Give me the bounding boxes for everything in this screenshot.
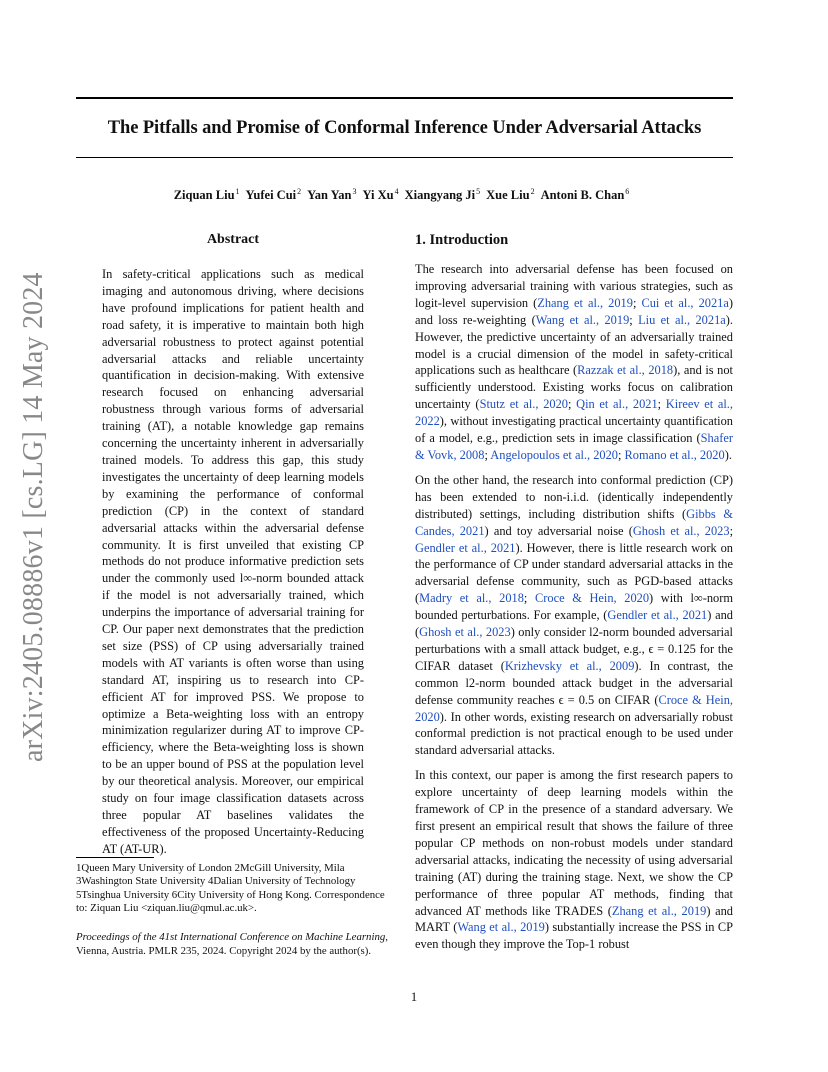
citation-link[interactable]: Ghosh et al., 2023 — [419, 625, 511, 640]
citation-link[interactable]: Gibbs & Candes, 2021 — [415, 506, 733, 538]
author-affiliation-marker: 2 — [297, 187, 302, 196]
text-segment: In this context, our paper is among the first research papers to explore uncertainty of deep learning models within the framework of CP in the presence of a standard adversary. We first present an empirical result that shows the failure of three popular CP methods on non-robust models under standard adversarial attacks, indicating the necessity of using adversarial training (AT) during the training stage. Next, we show the CP performance of three popular AT methods, finding that advanced AT methods like TRADES ( — [415, 768, 733, 918]
affiliations-footnote: 1Queen Mary University of London 2McGill University, Mila 3Washington State University 4Dalian University of Technology 5Tsinghua University 6City University of Hong Kong. Correspondence to: Ziquan Liu <ziquan.liu@qmul.ac.uk>. — [76, 862, 385, 914]
citation-link[interactable]: Croce & Hein, 2020 — [415, 692, 733, 724]
text-segment: ). — [724, 447, 732, 462]
citation-link[interactable]: Liu et al., 2021a — [638, 312, 726, 327]
citation-link[interactable]: Gendler et al., 2021 — [415, 540, 516, 555]
citation-link[interactable]: Stutz et al., 2020 — [479, 397, 568, 412]
text-segment: ) with l∞-norm bounded perturbations. For example, ( — [415, 591, 734, 623]
text-segment: ; — [484, 447, 491, 462]
abstract-text: In safety-critical applications such as medical imaging and autonomous driving, where decisions have profound implications for patient health and road safety, it is imperative to maintain both high adversarial robustness to protect against potential adversarial attacks and reliable uncertainty quantification in decision-making. With extensive research focused on enhancing adversarial robustness through various forms of adversarial training (AT), a notable knowledge gap remains concerning the uncertainty inherent in adversarially trained models. To address this gap, this study investigates the uncertainty of deep learning models by examining the performance of conformal prediction (CP) in the context of standard adversarial attacks within the adversarial defense community. It is first unveiled that existing CP methods do not produce informative prediction sets under the commonly used l∞-norm bounded attack if the model is not adversarially trained, which underpins the importance of adversarial training for CP. Our paper next demonstrates that the prediction set size (PSS) of CP using adversarially trained models with AT variants is often worse than using standard AT, inspiring us to research into CP-efficient AT for improved PSS. We propose to optimize a Beta-weighting loss with an entropy minimization regularizer during AT to improve CP-efficiency, where the Beta-weighting loss is shown to be an upper bound of PSS at the population level by our theoretical analysis. Moreover, our empirical study on four image classification datasets across three popular AT baselines validates the effectiveness of the proposed Uncertainty-Reducing AT (AT-UR). — [102, 267, 364, 856]
citation-link[interactable]: Madry et al., 2018 — [419, 591, 524, 606]
citation-link[interactable]: Wang et al., 2019 — [535, 312, 630, 327]
text-segment: ). However, the predictive uncertainty of an adversarially trained model is a crucial dimension of the model in safety-critical applications such as healthcare ( — [415, 312, 733, 378]
author-name: Yufei Cui — [245, 188, 297, 203]
citation-link[interactable]: Zhang et al., 2019 — [537, 295, 633, 310]
author-affiliation-marker: 4 — [394, 187, 399, 196]
citation-link[interactable]: Cui et al., 2021a — [641, 295, 729, 310]
text-segment: On the other hand, the research into conformal prediction (CP) has been extended to non-i.i.d. (identically independently distributed) settings, including distribution shifts ( — [415, 472, 733, 521]
text-segment: ), without investigating practical uncertainty quantification of a model, e.g., prediction sets in image classification ( — [415, 414, 733, 446]
author-list — [76, 187, 733, 203]
text-segment: ) and loss re-weighting ( — [415, 295, 733, 327]
author-name: Yan Yan — [307, 188, 352, 203]
paper-title: The Pitfalls and Promise of Conformal Inference Under Adversarial Attacks — [107, 118, 702, 138]
citation-link[interactable]: Razzak et al., 2018 — [577, 363, 674, 378]
page-number: 1 — [410, 990, 418, 1004]
title-top-rule — [76, 97, 733, 99]
author-affiliation-marker: 3 — [352, 187, 357, 196]
text-segment: ; — [632, 295, 642, 310]
citation-link[interactable]: Wang et al., 2019 — [457, 920, 545, 935]
text-segment: ) substantially increase the PSS in CP even though they improve the Top-1 robust — [415, 920, 733, 952]
author-affiliation-marker: 1 — [235, 187, 240, 196]
introduction-heading: 1. Introduction — [415, 232, 509, 248]
text-segment: ), and is not sufficiently understood. Existing works focus on calibration uncertainty ( — [415, 363, 733, 412]
citation-link[interactable]: Romano et al., 2020 — [624, 447, 725, 462]
author-affiliation-marker: 2 — [530, 187, 535, 196]
text-segment: ). In contrast, the common l2-norm bounded attack budget in the adversarial defense community reaches ϵ = 0.5 on CIFAR ( — [415, 658, 733, 707]
author-name: Antoni B. Chan — [540, 188, 625, 203]
text-segment: ) and ( — [415, 608, 733, 640]
citation-link[interactable]: Gendler et al., 2021 — [607, 608, 708, 623]
citation-link[interactable]: Kireev et al., 2022 — [415, 397, 733, 429]
introduction-body — [415, 261, 733, 961]
intro-paragraph-1 — [415, 261, 733, 464]
citation-link[interactable]: Krizhevsky et al., 2009 — [504, 658, 635, 673]
text-segment: ). In other words, existing research on adversarially robust conformal prediction is not practical enough to be used under standard adversarial attacks. — [415, 709, 733, 758]
text-segment: ; — [657, 397, 666, 412]
text-segment: ; — [567, 397, 577, 412]
text-segment: ; — [523, 591, 535, 606]
author-name: Yi Xu — [362, 188, 394, 203]
text-segment: ) and MART ( — [415, 903, 734, 935]
citation-link[interactable]: Ghosh et al., 2023 — [632, 523, 730, 538]
footnote-rule — [76, 857, 154, 858]
citation-link[interactable]: Angelopoulos et al., 2020 — [490, 447, 618, 462]
text-segment: ) and toy adversarial noise ( — [484, 523, 633, 538]
intro-paragraph-2 — [415, 472, 733, 759]
author-name: Ziquan Liu — [173, 188, 235, 203]
abstract-heading: Abstract — [206, 232, 260, 247]
citation-link[interactable]: Qin et al., 2021 — [576, 397, 658, 412]
title-bottom-rule — [76, 157, 733, 158]
text-segment: ; — [617, 447, 625, 462]
author-affiliation-marker: 5 — [476, 187, 481, 196]
intro-paragraph-3 — [415, 767, 733, 953]
citation-link[interactable]: Croce & Hein, 2020 — [534, 591, 650, 606]
text-segment: ) only consider l2-norm bounded adversarial perturbations with a small attack budget, e.g., ϵ = 0.125 for the CIFAR dataset ( — [415, 625, 733, 673]
text-segment: ; — [629, 312, 639, 327]
citation-link[interactable]: Shafer & Vovk, 2008 — [415, 431, 733, 462]
arxiv-identifier: arXiv:2405.08886v1 [cs.LG] 14 May 2024 — [18, 272, 49, 762]
text-segment: ; — [729, 523, 734, 538]
text-segment: The research into adversarial defense has been focused on improving adversarial training with various strategies, such as logit-level supervision ( — [415, 262, 733, 310]
proceedings-note: Proceedings of the 41st International Conference on Machine Learning, Vienna, Austria. PMLR 235, 2024. Copyright 2024 by the author(s). — [76, 931, 388, 957]
text-segment: ). However, there is little research work on the performance of CP under standard adversarial attacks in the adversarial defense community, such as PGD-based attacks ( — [415, 540, 733, 606]
citation-link[interactable]: Zhang et al., 2019 — [611, 903, 707, 918]
author-name: Xiangyang Ji — [404, 188, 476, 203]
author-affiliation-marker: 6 — [625, 187, 630, 196]
author-name: Xue Liu — [486, 188, 530, 203]
